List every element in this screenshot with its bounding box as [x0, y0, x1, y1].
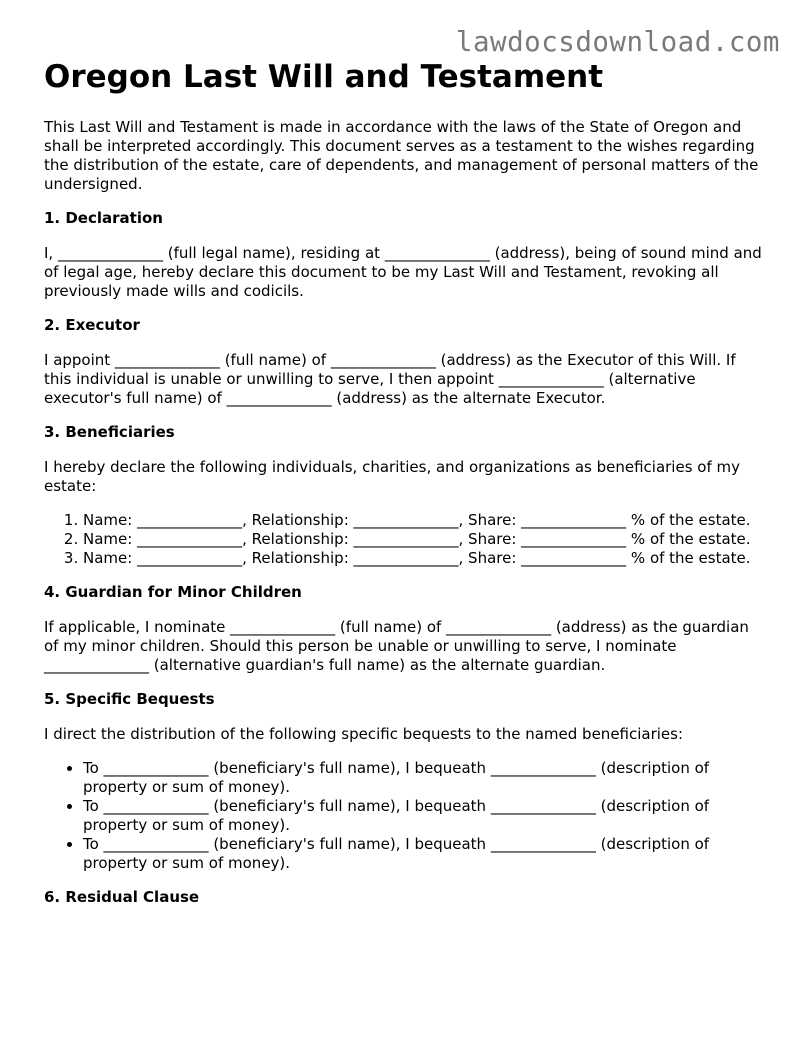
- section-heading-guardian: 4. Guardian for Minor Children: [44, 583, 302, 601]
- bequests-list: [44, 759, 764, 873]
- beneficiaries-list: [44, 511, 764, 568]
- list-item: • To ______________ (beneficiary's full name), I bequeath ______________ (description of property or sum of money).: [83, 759, 764, 797]
- list-item: • To ______________ (beneficiary's full name), I bequeath ______________ (description of property or sum of money).: [83, 835, 764, 873]
- document-body: [44, 58, 764, 923]
- intro-paragraph: This Last Will and Testament is made in accordance with the laws of the State of Oregon and shall be interpreted accordingly. This document serves as a testament to the wishes regarding the distribution of the estate, care of dependents, and management of personal matters of the undersigned.: [44, 118, 759, 193]
- watermark: lawdocsdownload.com: [455, 26, 780, 58]
- guardian-paragraph: If applicable, I nominate ______________ (full name) of ______________ (address) as the guardian of my minor children. Should this person be unable or unwilling to serve, I nominate ______________ (alternative guardian's full name) as the alternate guardian.: [44, 618, 749, 674]
- section-heading-bequests: 5. Specific Bequests: [44, 690, 215, 708]
- list-item: 2. Name: ______________, Relationship: ______________, Share: ______________ % of the estate.: [83, 530, 764, 549]
- declaration-paragraph: I, ______________ (full legal name), residing at ______________ (address), being of sound mind and of legal age, hereby declare this document to be my Last Will and Testament, revoking all previously made wills and codicils.: [44, 244, 762, 300]
- document-title: Oregon Last Will and Testament: [44, 59, 604, 95]
- section-heading-declaration: 1. Declaration: [44, 209, 163, 227]
- bequests-paragraph: I direct the distribution of the following specific bequests to the named beneficiaries:: [44, 725, 684, 743]
- section-heading-executor: 2. Executor: [44, 316, 140, 334]
- list-item: 3. Name: ______________, Relationship: ______________, Share: ______________ % of the estate.: [83, 549, 764, 568]
- section-heading-residual: 6. Residual Clause: [44, 888, 200, 906]
- section-heading-beneficiaries: 3. Beneficiaries: [44, 423, 175, 441]
- list-item: 1. Name: ______________, Relationship: ______________, Share: ______________ % of the estate.: [83, 511, 764, 530]
- list-item: • To ______________ (beneficiary's full name), I bequeath ______________ (description of property or sum of money).: [83, 797, 764, 835]
- executor-paragraph: I appoint ______________ (full name) of ______________ (address) as the Executor of this Will. If this individual is unable or unwilling to serve, I then appoint ______________ (alternative executor's full name) of ______________ (address) as the alternate Executor.: [44, 351, 736, 407]
- beneficiaries-paragraph: I hereby declare the following individuals, charities, and organizations as beneficiaries of my estate:: [44, 458, 741, 495]
